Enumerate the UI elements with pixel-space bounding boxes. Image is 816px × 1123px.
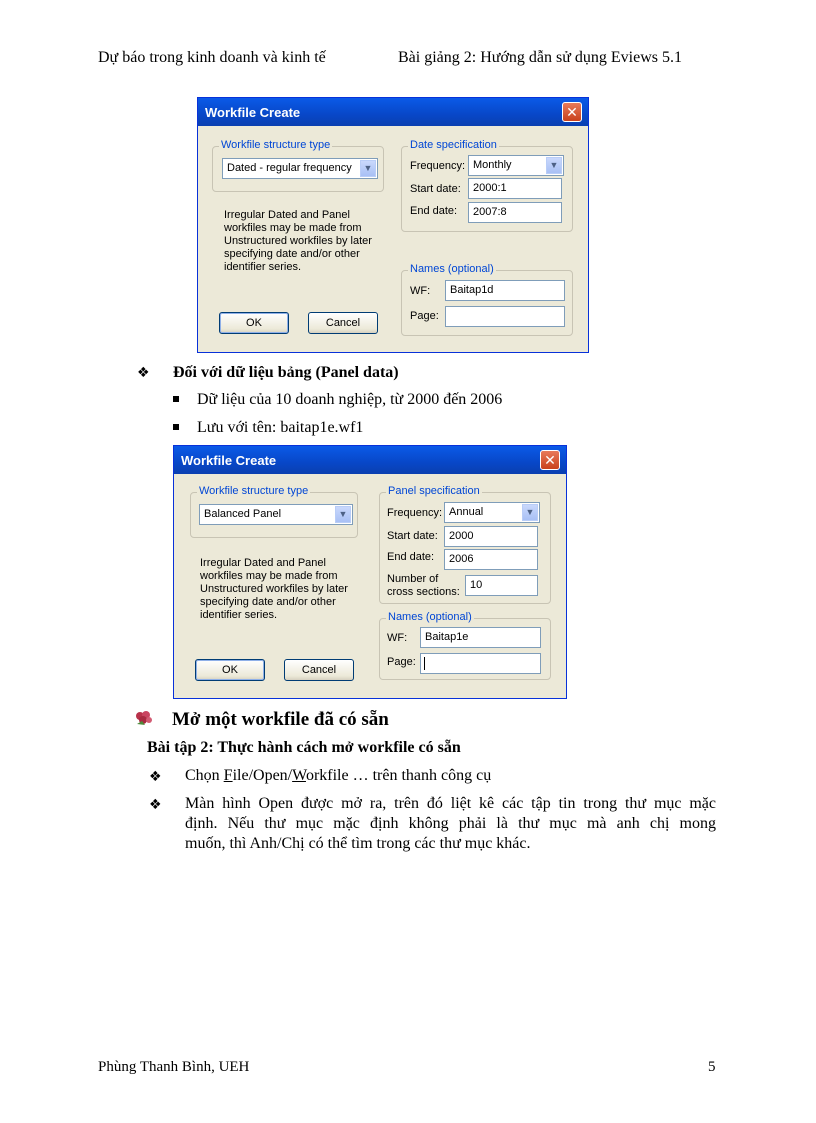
- diamond-bullet-icon: ❖: [149, 769, 162, 785]
- note-line: Unstructured workfiles by later: [200, 583, 348, 595]
- open-item-2-line: muốn, thì Anh/Chị có thể tìm trong các thư mục khác.: [185, 835, 531, 852]
- structure-type-select[interactable]: [222, 158, 378, 179]
- close-icon[interactable]: ✕: [562, 102, 582, 122]
- note-line: specifying date and/or other: [224, 248, 360, 260]
- wf-label: WF:: [387, 632, 408, 644]
- note-line: Unstructured workfiles by later: [224, 235, 372, 247]
- names-group-label: Names (optional): [410, 263, 494, 275]
- structure-note: [224, 209, 372, 274]
- chevron-down-icon[interactable]: ▼: [335, 506, 351, 523]
- end-date-label: End date:: [410, 205, 458, 217]
- frequency-label: Frequency:: [387, 507, 443, 519]
- open-section-heading: Mở một workfile đã có sẵn: [172, 709, 389, 730]
- header-course-title: Dự báo trong kinh doanh và kinh tế: [98, 49, 326, 66]
- end-date-value: 2007:8: [473, 206, 507, 218]
- page-name-field[interactable]: [445, 306, 565, 327]
- wf-name-value: Baitap1e: [425, 631, 469, 643]
- note-line: specifying date and/or other: [200, 596, 336, 608]
- structure-note: [200, 557, 348, 622]
- workfile-create-dialog-dated: [197, 97, 589, 353]
- page-label: Page:: [410, 310, 439, 322]
- note-line: identifier series.: [224, 261, 302, 273]
- chevron-down-icon[interactable]: ▼: [546, 157, 562, 174]
- note-line: Irregular Dated and Panel: [224, 209, 350, 221]
- frequency-value: Annual: [449, 506, 484, 518]
- diamond-bullet-icon: ❖: [149, 797, 162, 813]
- page-name-field[interactable]: [420, 653, 541, 674]
- note-line: identifier series.: [200, 609, 278, 621]
- structure-type-select[interactable]: [199, 504, 353, 525]
- file-menu-mnemonic: F: [223, 767, 233, 784]
- date-spec-group-label: Date specification: [410, 139, 497, 151]
- page-label: Page:: [387, 656, 416, 668]
- start-date-label: Start date:: [387, 530, 438, 542]
- file-menu-rest: ile/Open/: [232, 767, 293, 784]
- panel-section-heading: Đối với dữ liệu bảng (Panel data): [173, 364, 399, 381]
- note-line: Irregular Dated and Panel: [200, 557, 326, 569]
- ok-button[interactable]: OK: [195, 659, 265, 681]
- close-icon[interactable]: ✕: [540, 450, 560, 470]
- end-date-field[interactable]: [468, 202, 562, 223]
- open-item-1-prefix: Chọn: [185, 767, 224, 784]
- workfile-create-dialog-panel: [173, 445, 567, 699]
- workfile-menu-mnemonic: W: [292, 767, 306, 784]
- text-caret: [424, 657, 425, 670]
- frequency-label: Frequency:: [410, 160, 466, 172]
- exercise-title: Bài tập 2: Thực hành cách mở workfile có sẵn: [147, 739, 461, 756]
- cross-sections-value: 10: [470, 579, 483, 591]
- wf-label: WF:: [410, 285, 431, 297]
- structure-group-label: Workfile structure type: [221, 139, 331, 151]
- workfile-menu-rest: orkfile … trên thanh công cụ: [305, 767, 492, 784]
- end-date-field[interactable]: [444, 549, 538, 570]
- cancel-button[interactable]: Cancel: [308, 312, 378, 334]
- cross-label-line: cross sections:: [387, 586, 460, 598]
- start-date-value: 2000: [449, 530, 474, 542]
- frequency-select[interactable]: [468, 155, 564, 176]
- note-line: workfiles may be made from: [224, 222, 362, 234]
- panel-item: Dữ liệu của 10 doanh nghiệp, từ 2000 đến 2006: [197, 391, 503, 408]
- square-bullet-icon: [173, 396, 179, 402]
- structure-type-value: Dated - regular frequency: [227, 162, 352, 174]
- header-lecture-title: Bài giảng 2: Hướng dẫn sử dụng Eviews 5.1: [398, 49, 682, 66]
- cross-sections-label: [387, 573, 460, 599]
- square-bullet-icon: [173, 424, 179, 430]
- wf-name-value: Baitap1d: [450, 284, 494, 296]
- wf-name-field[interactable]: [445, 280, 565, 301]
- frequency-value: Monthly: [473, 159, 512, 171]
- open-item-1: [185, 767, 491, 785]
- cross-sections-field[interactable]: [465, 575, 538, 596]
- dialog-titlebar: [198, 98, 588, 126]
- dialog-titlebar: [174, 446, 566, 474]
- footer-author: Phùng Thanh Bình, UEH: [98, 1059, 250, 1075]
- dialog-title: Workfile Create: [205, 105, 301, 120]
- panel-spec-group-label: Panel specification: [388, 485, 480, 497]
- ok-button[interactable]: OK: [219, 312, 289, 334]
- dialog-title: Workfile Create: [181, 453, 277, 468]
- chevron-down-icon[interactable]: ▼: [360, 160, 376, 177]
- open-item-2: [185, 794, 716, 854]
- start-date-field[interactable]: [444, 526, 538, 547]
- open-item-2-line: Màn hình Open được mở ra, trên đó liệt kê các tập tin trong thư mục mặc: [185, 795, 716, 812]
- page-number: 5: [708, 1059, 716, 1075]
- structure-group-label: Workfile structure type: [199, 485, 309, 497]
- flower-icon: [134, 710, 154, 726]
- chevron-down-icon[interactable]: ▼: [522, 504, 538, 521]
- frequency-select[interactable]: [444, 502, 540, 523]
- panel-item: Lưu với tên: baitap1e.wf1: [197, 419, 364, 436]
- note-line: workfiles may be made from: [200, 570, 338, 582]
- cross-label-line: Number of: [387, 573, 439, 585]
- diamond-bullet-icon: ❖: [137, 365, 150, 381]
- end-date-label: End date:: [387, 551, 435, 563]
- start-date-value: 2000:1: [473, 182, 507, 194]
- wf-name-field[interactable]: [420, 627, 541, 648]
- open-item-2-line: định. Nếu thư mục mặc định không phải là thư mục mà anh chị mong: [185, 815, 716, 832]
- names-group-label: Names (optional): [388, 611, 472, 623]
- start-date-label: Start date:: [410, 183, 461, 195]
- cancel-button[interactable]: Cancel: [284, 659, 354, 681]
- end-date-value: 2006: [449, 553, 474, 565]
- start-date-field[interactable]: [468, 178, 562, 199]
- structure-type-value: Balanced Panel: [204, 508, 282, 520]
